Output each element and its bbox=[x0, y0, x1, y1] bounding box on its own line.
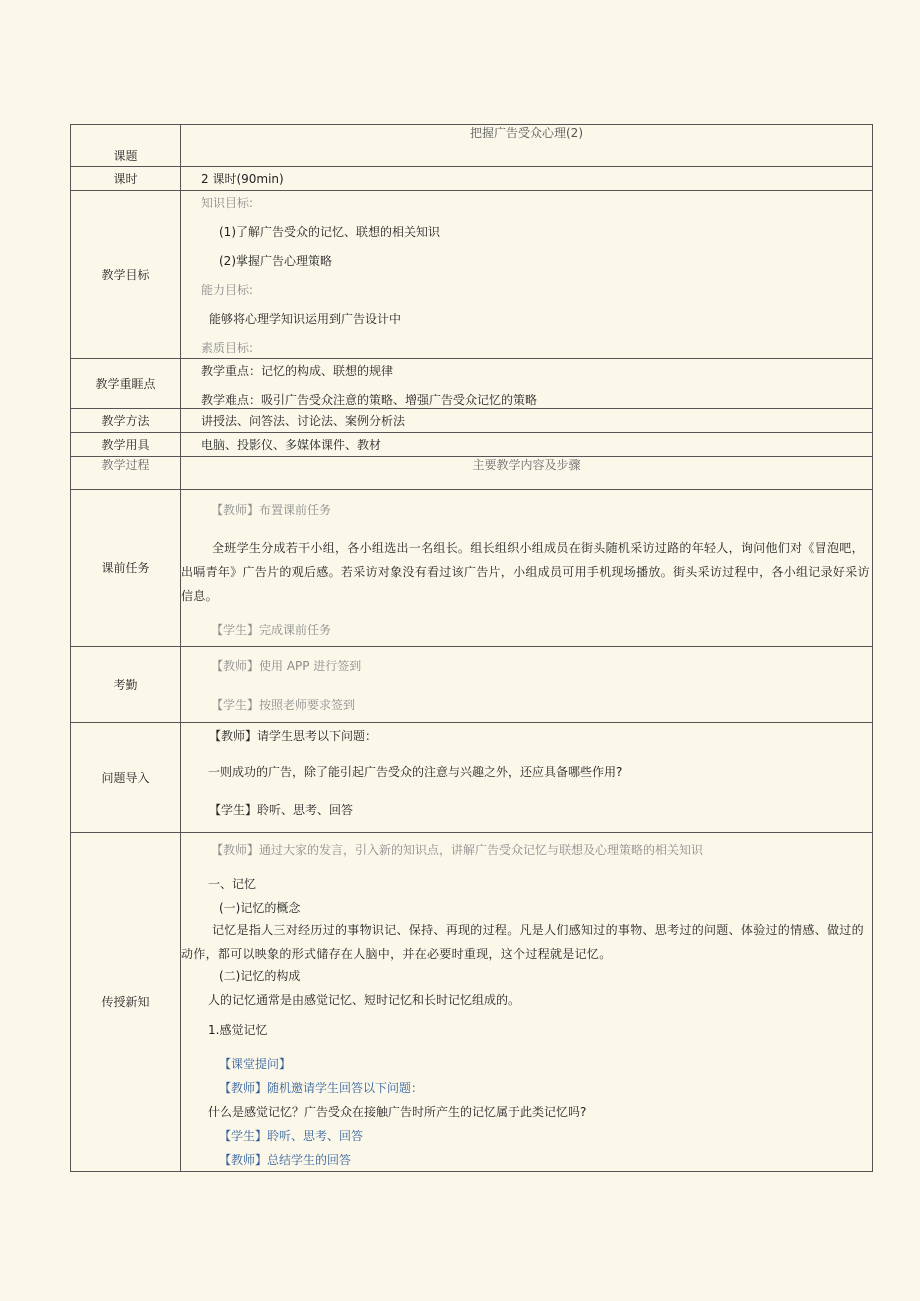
nk-heading-memory: 一、记忆 bbox=[208, 877, 257, 891]
row-process-header bbox=[71, 457, 873, 490]
label-keypoints: 教学重睚点 bbox=[71, 359, 181, 409]
nk-definition: 记忆是指人三对经历过的事物识记、保持、再现的过程。凡是人们感知过的事物、思考过的问题、体验过的情感、做过的动作，都可以映象的形式储存在人脑中，并在必要时重现，这个过程就是记忆。 bbox=[181, 923, 864, 961]
nk-question-2: 什么是感觉记忆？广告受众在接触广告时所产生的记忆属于此类记忆吗? bbox=[208, 1105, 587, 1119]
intro-student: 【学生】聆听、思考、回答 bbox=[209, 803, 354, 817]
nk-student-2: 【学生】聆听、思考、回答 bbox=[219, 1129, 364, 1143]
attendance-teacher: 【教师】使用 APP 进行签到 bbox=[211, 659, 362, 673]
nk-composition: 人的记忆通常是由感觉记忆、短时记忆和长时记忆组成的。 bbox=[208, 993, 521, 1007]
label-attendance: 考勤 bbox=[71, 647, 181, 723]
row-attendance bbox=[71, 647, 873, 723]
lesson-title: 把握广告受众心理(2) bbox=[181, 125, 873, 167]
methods-value: 讲授法、问答法、讨论法、案例分析法 bbox=[181, 409, 873, 433]
label-methods: 教学方法 bbox=[71, 409, 181, 433]
intro-question: 一则成功的广告，除了能引起广告受众的注意与兴趣之外，还应具备哪些作用? bbox=[208, 765, 623, 779]
nk-heading-concept: (一)记忆的概念 bbox=[219, 901, 301, 915]
hours-value: 2 课时(90min) bbox=[181, 167, 873, 191]
attendance-cell bbox=[181, 647, 873, 723]
new-knowledge-cell bbox=[181, 833, 873, 1172]
nk-heading-sensory: 1.感觉记忆 bbox=[208, 1023, 268, 1037]
knowledge-heading: 知识目标: bbox=[201, 196, 254, 210]
row-new-knowledge bbox=[71, 833, 873, 1172]
row-intro bbox=[71, 723, 873, 833]
row-objectives bbox=[71, 191, 873, 359]
nk-teacher-2: 【教师】随机邀请学生回答以下问题： bbox=[219, 1081, 424, 1095]
pre-task-student: 【学生】完成课前任务 bbox=[211, 623, 332, 637]
pre-task-body: 全班学生分成若干小组，各小组选出一名组长。组长组织小组成员在街头随机采访过路的年轻人，询问他们对《冒泡吧，出嗝青年》广告片的观后感。若采访对象没有看过该广告片，小组成员可用手机现场播放。街头采访过程中，各小组记录好采访信息。 bbox=[181, 541, 870, 603]
intro-teacher: 【教师】请学生思考以下问题： bbox=[209, 729, 378, 743]
nk-teacher: 【教师】通过大家的发言，引入新的知识点，讲解广告受众记忆与联想及心理策略的相关知识 bbox=[211, 843, 704, 857]
label-pre-task: 课前任务 bbox=[71, 490, 181, 647]
label-tools: 教学用具 bbox=[71, 433, 181, 457]
process-header-right: 主要教学内容及步骤 bbox=[181, 457, 873, 490]
quality-heading: 素质目标: bbox=[201, 341, 254, 355]
intro-cell bbox=[181, 723, 873, 833]
tools-value: 电脑、投影仪、多媒体课件、教材 bbox=[181, 433, 873, 457]
attendance-student: 【学生】按照老师要求签到 bbox=[211, 698, 356, 712]
row-tools bbox=[71, 433, 873, 457]
label-title: 课题 bbox=[71, 125, 181, 167]
row-title bbox=[71, 125, 873, 167]
process-header-left: 教学过程 bbox=[71, 457, 181, 490]
row-methods bbox=[71, 409, 873, 433]
keypoints-cell bbox=[181, 359, 873, 409]
objectives-cell bbox=[181, 191, 873, 359]
label-objectives: 教学目标 bbox=[71, 191, 181, 359]
row-pre-task bbox=[71, 490, 873, 647]
ability-item-1: 能够将心理学知识运用到广告设计中 bbox=[209, 312, 402, 326]
lesson-plan-table bbox=[70, 124, 873, 1172]
nk-heading-composition: (二)记忆的构成 bbox=[219, 969, 301, 983]
nk-class-question: 【课堂提问】 bbox=[219, 1057, 292, 1071]
knowledge-item-2: (2)掌握广告心理策略 bbox=[219, 254, 332, 268]
row-hours bbox=[71, 167, 873, 191]
knowledge-item-1: (1)了解广告受众的记忆、联想的相关知识 bbox=[219, 225, 440, 239]
pre-task-cell bbox=[181, 490, 873, 647]
pre-task-teacher: 【教师】布置课前任务 bbox=[211, 503, 332, 517]
ability-heading: 能力目标: bbox=[201, 283, 254, 297]
label-new-knowledge: 传授新知 bbox=[71, 833, 181, 1172]
label-hours: 课时 bbox=[71, 167, 181, 191]
key-focus: 教学重点：记忆的构成、联想的规律 bbox=[201, 364, 394, 378]
nk-teacher-3: 【教师】总结学生的回答 bbox=[219, 1153, 352, 1167]
key-difficulty: 教学难点：吸引广告受众注意的策略、增强广告受众记忆的策略 bbox=[201, 393, 538, 407]
row-keypoints bbox=[71, 359, 873, 409]
label-intro: 问题导入 bbox=[71, 723, 181, 833]
